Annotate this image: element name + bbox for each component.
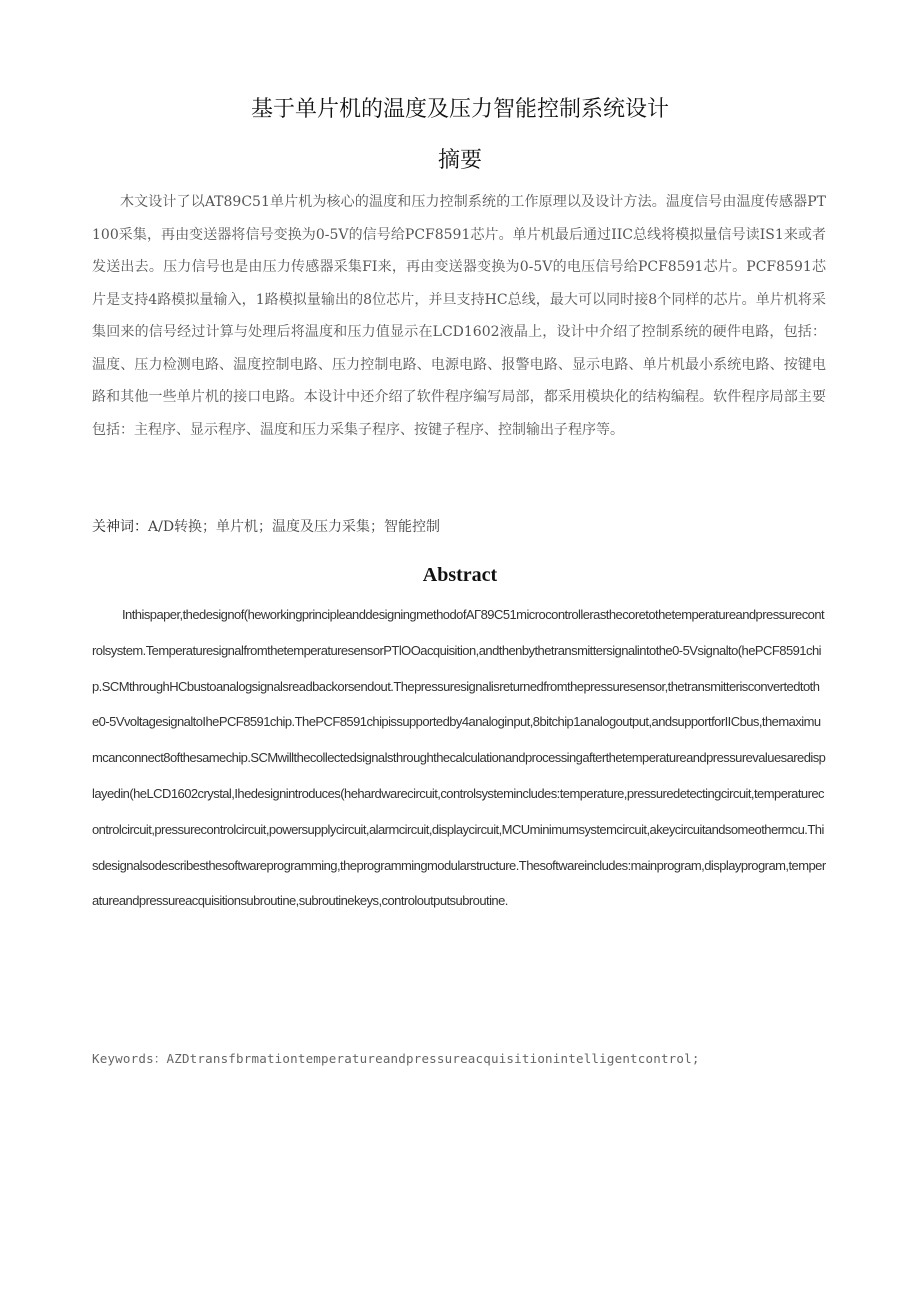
abstract-body-cn: 木文设计了以AT89C51单片机为核心的温度和压力控制系统的工作原理以及设计方法。温度信号由温度传感器PT100采集，再由变送器将信号变换为0-5V的信号给PCF8591芯片。单片机最后通过IIC总线将模拟量信号读IS1来或者发送出去。压力信号也是由压力传感器采集FI来，再由变送器变换为0-5V的电压信号给PCF8591芯片。PCF8591芯片是支持4路模拟量输入，1路模拟量输出的8位芯片，并旦支持HC总线，最大可以同时接8个同样的芯片。单片机将采集回来的信号经过计算与处理后将温度和压力值显示在LCD1602液晶上，设计中介绍了控制系统的硬件电路，包括：温度、压力检测电路、温度控制电路、压力控制电路、电源电路、报警电路、显示电路、单片机最小系统电路、按键电路和其他一些单片机的接口电路。本设计中还介绍了软件程序编写局部，都采用模块化的结构编程。软件程序局部主要包括：主程序、显示程序、温度和压力采集子程序、按键子程序、控制输出子程序等。 bbox=[92, 194, 826, 438]
keywords-cn-label: 关神词： bbox=[92, 519, 148, 535]
document-title: 基于单片机的温度及压力智能控制系统设计 bbox=[250, 97, 669, 122]
abstract-body-en: Inthispaper,thedesignof(heworkingprincipleanddesigningmethodofAΓ89C51microcontrollerasthecoretothetemperatureandpressurecontrolsystem.TemperaturesignalfromthetemperaturesensorPTlOOacquisition,andthenbythetransmittersignalintothe0-5Vsignalto(hePCF8591chip.SCMthroughHCbustoanalogsignalsreadbackorsendout.Thepressuresignalisreturnedfromthepressuresensor,thetransmitterisconvertedtothe0-5VvoltagesignaltoIhePCF8591chip.ThePCF8591chipissupportedby4analoginput,8bitchip1analogoutput,andsupportforIICbus,themaximumcanconnect8ofthesamechip.SCMwillthecollectedsignalsthroughthecalculationandprocessingafterthetemperatureandpressurevaluesaredisplayedin(heLCD1602crystal,Ihedesignintroduces(hehardwarecircuit,controlsystemincludes:temperature,pressuredetectingcircuit,temperaturecontrolcircuit,pressurecontrolcircuit,powersupplycircuit,alarmcircuit,displaycircuit,MCUminimumsystemcircuit,akeycircuitandsomeothermcu.Thisdesignalsodescribesthesoftwareprogramming,theprogrammingmodularstructure.Thesoftwareincludes:mainprogram,displayprogram,temperatureandpressureacquisitionsubroutine,subroutinekeys,controloutputsubroutine. bbox=[92, 607, 826, 909]
keywords-en: Keywords：AZDtransfbrmationtemperatureandpressureacquisitionintelligentcontrol; bbox=[92, 1051, 700, 1066]
abstract-heading-en: Abstract bbox=[422, 564, 498, 586]
abstract-heading-cn: 摘要 bbox=[437, 148, 482, 173]
keywords-cn-text: A/D转换；单片机；温度及压力采集；智能控制 bbox=[148, 519, 441, 535]
keywords-cn bbox=[92, 513, 826, 541]
